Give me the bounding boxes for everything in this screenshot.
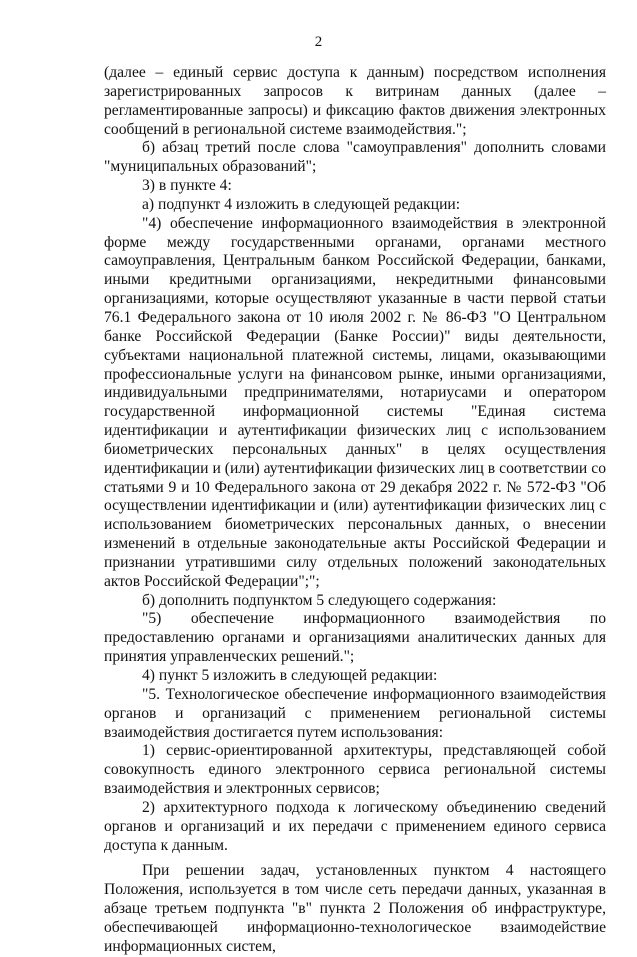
paragraph-item-4: 4) пункт 5 изложить в следующей редакции: [142,667,438,684]
paragraph-item-3: 3) в пункте 4: [142,177,232,195]
paragraph-continuation: (далее – единый сервис доступа к данным) посредством исполнения зарегистрированных запросов к витринам данных (далее – регламентированные запросы) и фиксацию фактов движения электронных сообщений в региональной системе взаимодействия."; [104,64,606,138]
paragraph-subitem-b-add: б) дополнить подпунктом 5 следующего содержания: [142,591,497,609]
paragraph-network-usage: При решении задач, установленных пунктом 4 настоящего Положения, используется в том числе сеть передачи данных, указанная в абзаце третьем подпункта "в" пункта 2 Положения об инфраструктуре, обеспечивающей информационно-технологическое взаимодействие информационных систем, [104,862,606,955]
paragraph-point-5-sub-2: 2) архитектурного подхода к логическому объединению сведений органов и организаций и их передачи с применением единого сервиса доступа к данным. [104,798,606,854]
page-number: 2 [314,34,323,50]
paragraph-point-5-sub-1: 1) сервис-ориентированной архитектуры, представляющей собой совокупность единого электронного сервиса региональной системы взаимодействия и электронных сервисов; [104,742,606,798]
paragraph-subitem-b: б) абзац третий после слова "самоуправления" дополнить словами "муниципальных образований"; [104,139,606,176]
paragraph-subitem-a: а) подпункт 4 изложить в следующей редакции: [142,195,461,213]
paragraph-subpoint-5-text: "5) обеспечение информационного взаимодействия по предоставлению органами и организациями аналитических данных для принятия управленческих решений."; [104,610,606,666]
paragraph-point-5-text: "5. Технологическое обеспечение информационного взаимодействия органов и организаций с применением региональной системы взаимодействия достигается путем использования: [104,685,606,741]
paragraph-subpoint-4-text: "4) обеспечение информационного взаимодействия в электронной форме между государственными органами, органами местного самоуправления, Центральным банком Российской Федерации, банками, иными кредитными организациями, некредитными финансовыми организациями, которые осуществляют указанные в части первой статьи 76.1 Федерального закона от 10 июля 2002 г. № 86-ФЗ "О Центральном банке Российской Федерации (Банке России)" виды деятельности, субъектами национальной платежной системы, лицами, оказывающими профессиональные услуги на финансовом рынке, иными организациями, индивидуальными предпринимателями, нотариусами и оператором государственной информационной системы "Единая система идентификации и аутентификации физических лиц с использованием биометрических персональных данных" в целях осуществления идентификации и (или) аутентификации физических лиц в соответствии со статьями 9 и 10 Федерального закона от 29 декабря 2022 г. № 572-ФЗ "Об осуществлении идентификации и (или) аутентификации физических лиц с использованием биометрических персональных данных, о внесении изменений в отдельные законодательные акты Российской Федерации и признании утратившими силу отдельных положений законодательных актов Российской Федерации";"; [104,214,606,590]
document-body [104,64,606,957]
